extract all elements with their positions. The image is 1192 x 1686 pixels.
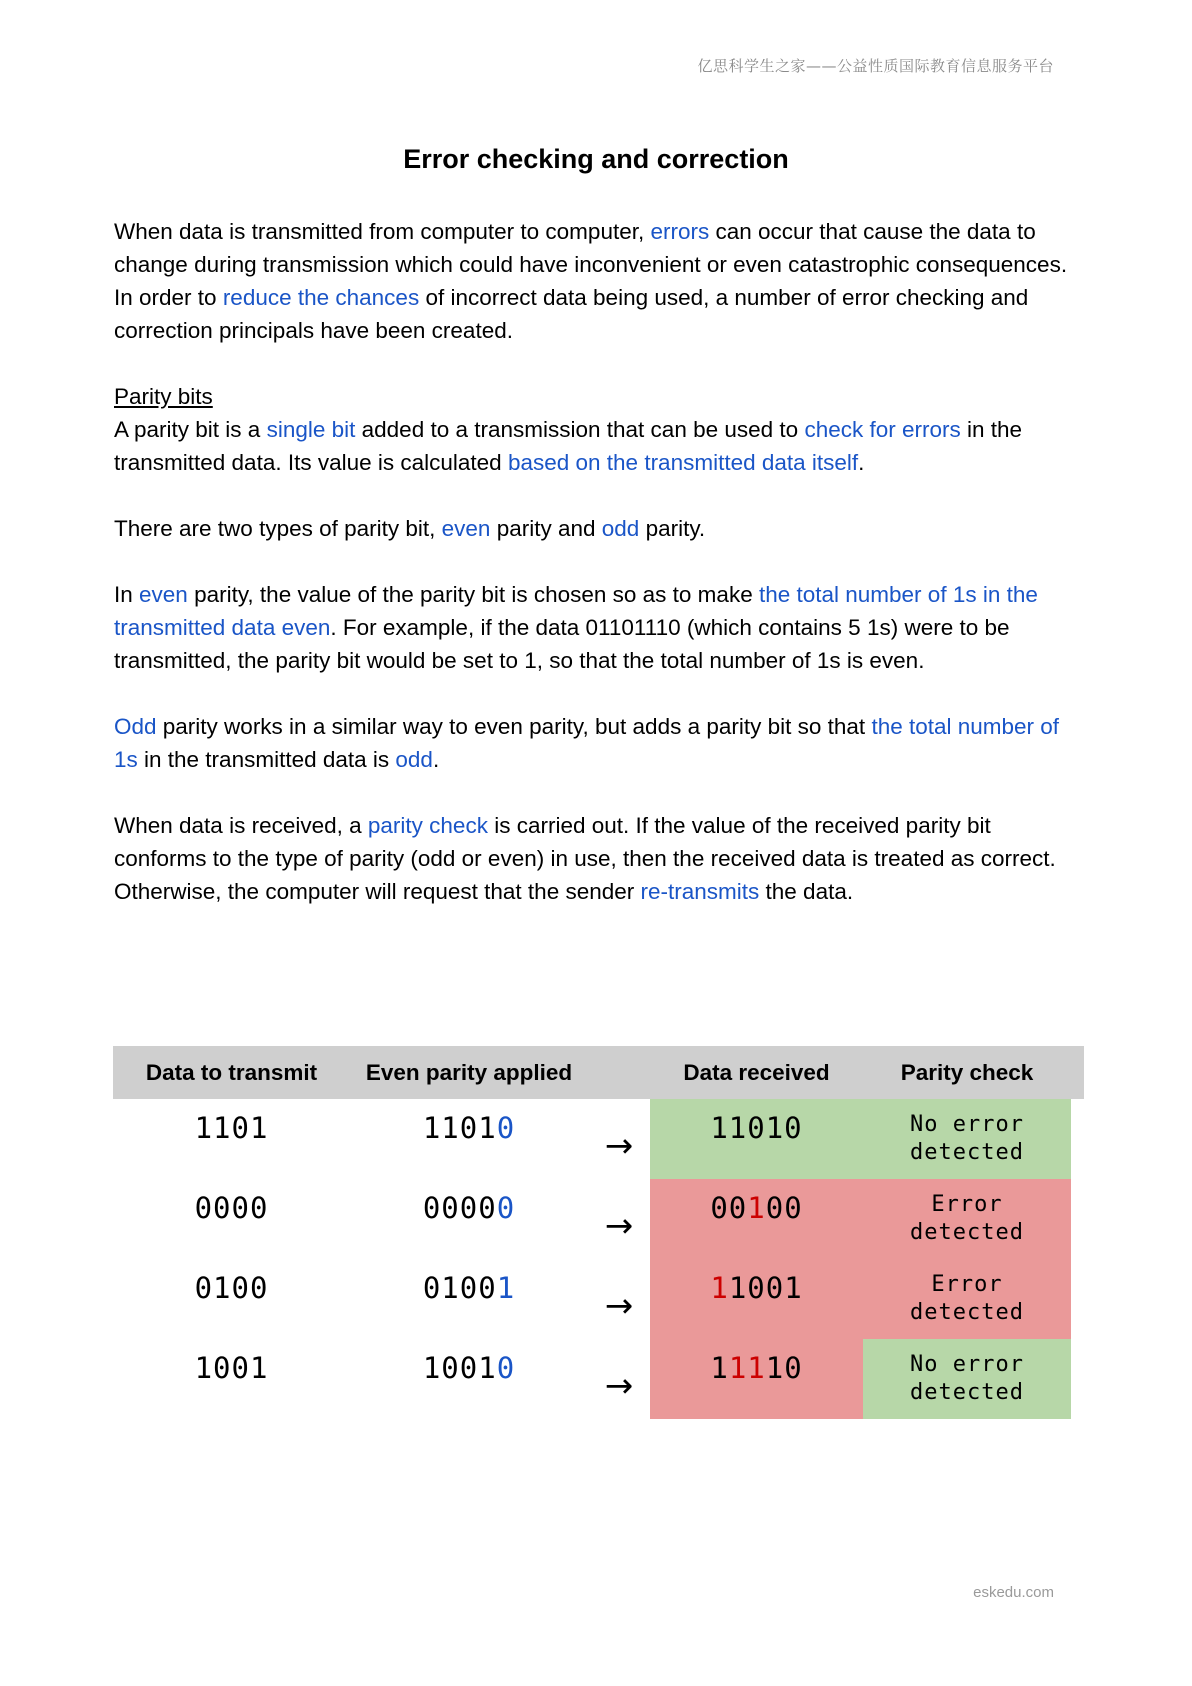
text-run: in the transmitted data. Its value is calculated [114,417,1023,475]
text-run: the data. [759,879,854,904]
highlighted-text: the total number of 1s in the transmitted data even [114,582,1038,640]
cell-data-received [650,1259,863,1339]
highlighted-text: single bit [266,417,356,442]
parity-check-result: Error detected [910,1272,1024,1325]
spacer [114,677,1084,710]
received-bits [710,1179,802,1225]
data-bits: 1001 [194,1351,269,1385]
data-bits: 0100 [194,1271,269,1305]
parity-bit: 1 [496,1271,516,1305]
table-row [113,1339,1084,1419]
text-run: A parity bit is a [114,417,267,442]
table-header [113,1046,1084,1099]
spacer [114,776,1084,809]
intro-paragraph [114,215,1084,347]
parity-applied-bits [423,1339,515,1385]
cell-data-to-transmit [113,1099,350,1179]
data-bits: 0100 [422,1271,497,1305]
text-run: parity, the value of the parity bit is chosen so as to make [187,582,759,607]
parity-check-result: No error detected [910,1352,1024,1405]
highlighted-text: check for errors [804,417,961,442]
header-even-parity-applied: Even parity applied [365,1059,573,1085]
cell-parity-check [863,1099,1071,1179]
footer-note: eskedu.com [973,1584,1054,1601]
received-bits [710,1099,802,1145]
highlighted-text: errors [650,219,710,244]
text-run: parity and [490,516,602,541]
cell-data-to-transmit [113,1179,350,1259]
text-run: When data is received, a [114,813,368,838]
text-run: . For example, if the data 01101110 (which contains 5 1s) were to be transmitted, the parity bit would be set to 1, so that the total number of 1s is even. [114,615,1010,673]
parity-applied-bits [423,1259,515,1305]
spacer [114,545,1084,578]
parity-check-paragraph [114,809,1084,908]
highlighted-text: based on the transmitted data itself [507,450,859,475]
data-bits: 0000 [194,1191,269,1225]
parity-bit: 0 [496,1111,516,1145]
header-data-received: Data received [683,1059,830,1085]
cell-data-to-transmit [113,1259,350,1339]
highlighted-text: even [441,516,491,541]
text-run: When data is transmitted from computer to computer, [114,219,651,244]
parity-table [113,1046,1084,1419]
highlighted-text: parity check [367,813,488,838]
flipped-bit: 11 [728,1351,766,1385]
table-body [113,1099,1084,1419]
text-run: . [432,747,440,772]
data-bits: 1001 [422,1351,497,1385]
parity-check-result: No error detected [910,1112,1024,1165]
highlighted-text: reduce the chances [222,285,420,310]
flipped-bit: 1 [747,1191,766,1225]
data-bits: 1101 [194,1111,269,1145]
highlighted-text: re-transmits [640,879,760,904]
text-run: of incorrect data being used, a number of error checking and correction principals have been created. [114,285,1029,343]
cell-parity-check [863,1259,1071,1339]
highlighted-text: even [139,582,188,607]
odd-parity-paragraph [114,710,1084,776]
section-heading-parity-bits: Parity bits [114,384,213,409]
text-run: is carried out. If the value of the received parity bit conforms to the type of parity (odd or even) in use, then the received data is treated as correct. Otherwise, the computer will request that the sender [114,813,1056,904]
highlighted-text: odd [395,747,433,772]
text-run: parity. [639,516,706,541]
parity-bit: 0 [496,1191,516,1225]
received-bit-group: 1 [710,1351,729,1385]
highlighted-text: odd [601,516,640,541]
arrow-icon: → [604,1366,634,1406]
highlighted-text: Odd [114,714,157,739]
table-row [113,1099,1084,1179]
arrow-icon: → [604,1286,634,1326]
received-bit-group: 10 [765,1351,803,1385]
spacer [114,347,1084,380]
parity-applied-bits [423,1179,515,1225]
arrow-icon: → [604,1126,634,1166]
header-parity-check: Parity check [900,1059,1034,1085]
received-bits [710,1339,802,1385]
data-bits: 0000 [422,1191,497,1225]
text-run: added to a transmission that can be used to [355,417,805,442]
header-data-to-transmit: Data to transmit [145,1059,318,1085]
parity-check-result: Error detected [910,1192,1024,1245]
parity-bit: 0 [496,1351,516,1385]
page-title: Error checking and correction [403,144,789,174]
text-run: in the transmitted data is [137,747,396,772]
received-bit-group: 00 [765,1191,803,1225]
received-bit-group: 11010 [710,1111,803,1145]
cell-parity-check [863,1179,1071,1259]
arrow-icon: → [604,1206,634,1246]
cell-even-parity-applied [350,1259,588,1339]
received-bit-group: 00 [710,1191,748,1225]
cell-data-received [650,1179,863,1259]
cell-even-parity-applied [350,1339,588,1419]
parity-types-paragraph [114,512,1084,545]
text-run: can occur that cause the data to change during transmission which could have inconvenient or even catastrophic consequences. In order to [114,219,1068,310]
cell-data-received [650,1099,863,1179]
text-run: In [114,582,140,607]
highlighted-text: the total number of 1s [114,714,1060,772]
flipped-bit: 1 [710,1271,729,1305]
cell-even-parity-applied [350,1179,588,1259]
cell-parity-check [863,1339,1071,1419]
cell-even-parity-applied [350,1099,588,1179]
parity-applied-bits [423,1099,515,1145]
received-bits [710,1259,802,1305]
spacer [114,479,1084,512]
cell-data-to-transmit [113,1339,350,1419]
main-content [114,215,1084,908]
text-run: There are two types of parity bit, [114,516,442,541]
table-row [113,1179,1084,1259]
header-note: 亿思科学生之家——公益性质国际教育信息服务平台 [697,57,1054,75]
cell-data-received [650,1339,863,1419]
text-run: . [858,450,865,475]
text-run: parity works in a similar way to even parity, but adds a parity bit so that [156,714,872,739]
received-bit-group: 1001 [728,1271,803,1305]
parity-definition-paragraph [114,413,1084,479]
data-bits: 1101 [422,1111,497,1145]
even-parity-paragraph [114,578,1084,677]
table-row [113,1259,1084,1339]
